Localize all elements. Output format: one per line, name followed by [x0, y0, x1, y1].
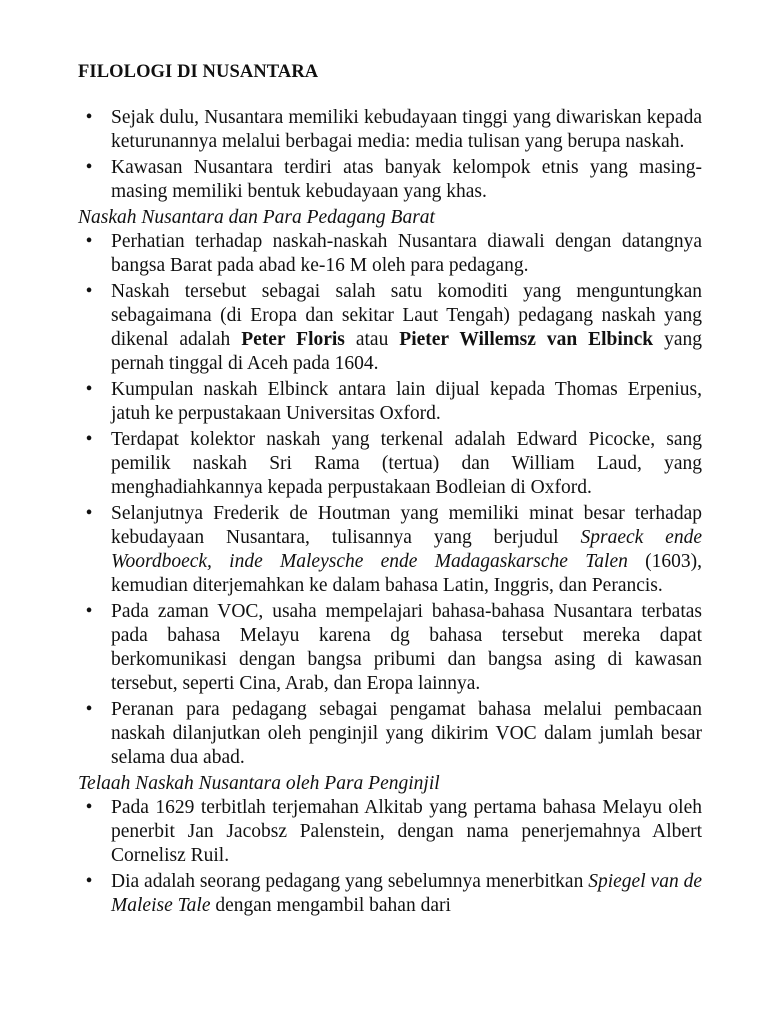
- list-item: [78, 280, 702, 376]
- list-item: [78, 870, 702, 918]
- list-item-text: Peranan para pedagang sebagai pengamat bahasa melalui pembacaan naskah dilanjutkan oleh penginjil yang dikirim VOC dalam jumlah besar selama dua abad.: [111, 699, 702, 768]
- section1-list: [78, 230, 702, 770]
- book-title: Spraeck ende Woordboeck, inde Maleysche ende Madagaskarsche Talen: [111, 527, 702, 572]
- section2-list: [78, 796, 702, 918]
- bullet-icon: •: [85, 797, 93, 818]
- list-item: [78, 428, 702, 500]
- person-name: Peter Floris: [241, 329, 345, 350]
- bullet-icon: •: [85, 379, 93, 400]
- bullet-icon: •: [85, 503, 93, 524]
- list-item-text: Kumpulan naskah Elbinck antara lain dijual kepada Thomas Erpenius, jatuh ke perpustakaan Universitas Oxford.: [111, 379, 702, 424]
- bullet-icon: •: [85, 429, 93, 450]
- document-page: [78, 60, 702, 920]
- list-item: [78, 106, 702, 154]
- list-item: [78, 698, 702, 770]
- section-heading-penginjil: Telaah Naskah Nusantara oleh Para Penginjil: [78, 773, 440, 794]
- text-run: Dia adalah seorang pedagang yang sebelumnya menerbitkan: [111, 871, 589, 892]
- book-title: Spiegel van de Maleise Tale: [111, 871, 702, 916]
- list-item: [78, 230, 702, 278]
- bullet-icon: •: [85, 601, 93, 622]
- person-name: Pieter Willemsz van Elbinck: [399, 329, 654, 350]
- list-item-text: Pada 1629 terbitlah terjemahan Alkitab yang pertama bahasa Melayu oleh penerbit Jan Jacobsz Palenstein, dengan nama penerjemahnya Albert Cornelisz Ruil.: [111, 797, 702, 866]
- list-item: [78, 378, 702, 426]
- text-run: Selanjutnya Frederik de Houtman yang memiliki minat besar terhadap kebudayaan Nusantara, tulisannya yang berjudul: [111, 503, 702, 548]
- list-item: [78, 600, 702, 696]
- text-run: atau: [344, 329, 400, 350]
- bullet-icon: •: [85, 107, 93, 128]
- section-heading-pedagang: Naskah Nusantara dan Para Pedagang Barat: [78, 207, 435, 228]
- bullet-icon: •: [85, 157, 93, 178]
- list-item: [78, 796, 702, 868]
- list-item-text: Terdapat kolektor naskah yang terkenal adalah Edward Picocke, sang pemilik naskah Sri Rama (tertua) dan William Laud, yang menghadiahkannya kepada perpustakaan Bodleian di Oxford.: [111, 429, 702, 498]
- list-item-text: [111, 871, 702, 916]
- intro-list: [78, 106, 702, 204]
- bullet-icon: •: [85, 281, 93, 302]
- text-run: Naskah tersebut sebagai salah satu komoditi yang menguntungkan sebagaimana (di Eropa dan sekitar Laut Tengah) pedagang naskah yang dikenal adalah: [111, 281, 702, 350]
- text-run: yang pernah tinggal di Aceh pada 1604.: [111, 329, 703, 374]
- list-item-text: Pada zaman VOC, usaha mempelajari bahasa-bahasa Nusantara terbatas pada bahasa Melayu karena dg bahasa tersebut mereka dapat berkomunikasi dengan bangsa pribumi dan bangsa asing di kawasan tersebut, seperti Cina, Arab, dan Eropa lainnya.: [111, 601, 702, 694]
- bullet-icon: •: [85, 231, 93, 252]
- bullet-icon: •: [85, 699, 93, 720]
- list-item-text: Perhatian terhadap naskah-naskah Nusantara diawali dengan datangnya bangsa Barat pada abad ke-16 M oleh para pedagang.: [111, 231, 702, 276]
- text-run: dengan mengambil bahan dari: [210, 895, 451, 916]
- text-run: (1603), kemudian diterjemahkan ke dalam bahasa Latin, Inggris, dan Perancis.: [111, 551, 702, 596]
- list-item-text: [111, 281, 702, 374]
- list-item-text: Kawasan Nusantara terdiri atas banyak kelompok etnis yang masing-masing memiliki bentuk kebudayaan yang khas.: [111, 157, 702, 202]
- list-item: [78, 502, 702, 598]
- page-title: FILOLOGI DI NUSANTARA: [78, 62, 319, 82]
- bullet-icon: •: [85, 871, 93, 892]
- list-item-text: [111, 503, 702, 596]
- list-item: [78, 156, 702, 204]
- list-item-text: Sejak dulu, Nusantara memiliki kebudayaan tinggi yang diwariskan kepada keturunannya melalui berbagai media: media tulisan yang berupa naskah.: [111, 107, 702, 152]
